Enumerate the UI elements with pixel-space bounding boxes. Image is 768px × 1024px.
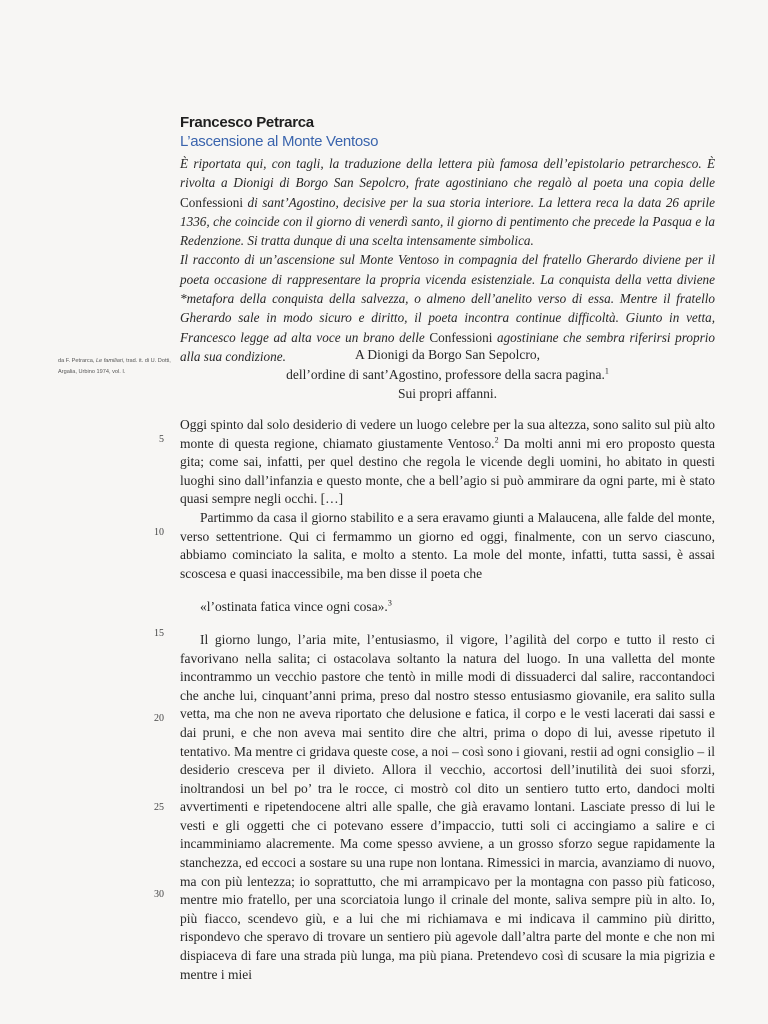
line-number: 15 <box>154 628 164 639</box>
footnote-marker: 1 <box>604 366 609 375</box>
intro-text: di sant’Agostino, decisive per la sua storia interiore. La lettera reca la data 26 aprile 1336, che coincide con il giorno di venerdì santo, il giorno di pentimento che precede la Pasqua e la Redenzione. Si tratta dunque di una scelta intensamente simbolica. <box>180 194 715 249</box>
citation-suffix: , trad. it. di U. Dotti, Argalia, Urbino 1974, vol. I. <box>58 358 171 375</box>
footnote-marker: 3 <box>387 598 392 608</box>
body-paragraph: Il giorno lungo, l’aria mite, l’entusiasmo, il vigore, l’agilità del corpo e tutto il resto ci favorivano nella salita; ci ostacolava soltanto la natura del luogo. In una valletta del monte incontrammo un vecchio pastore che tentò in mille modi di dissuaderci dal salire, raccontandoci che anche lui, cinquant’anni prima, preso dal nostro stesso entusiasmo giovanile, era salito sulla vetta, ma che non ne aveva riportato che delusione e fatica, il corpo e le vesti lacerati dai sassi e dai pruni, e che non aveva mai sentito dire che altri, prima o dopo di lui, avesse ripetuto il tentativo. Ma mentre ci gridava queste cose, a noi – così sono i giovani, restii ad ogni consiglio – il desiderio cresceva per il divieto. Allora il vecchio, accortosi dell’inutilità dei suoi sforzi, inoltrandosi un bel po’ tra le rocce, ci mostrò col dito un sentiero tutto erto, dandoci molti avvertimenti e ripetendocene altri alle spalle, che già eravamo lontani. Lasciate presso di lui le vesti e gli oggetti che ci potevano essere d’impaccio, tutti soli ci accingiamo a salire e ci incamminiamo alacremente. Ma come spesso avviene, a un grosso sforzo segue rapidamente la stanchezza, ed eccoci a sostare su una rupe non lontana. Rimessici in marcia, avanziamo di nuovo, ma con più lentezza; io soprattutto, che mi arrampicavo per la montagna con passo più faticoso, mentre mio fratello, per una scorciatoia lungo il crinale del monte, saliva sempre più in alto. Io, più fiacco, scendevo giù, e a lui che mi richiamava e mi indicava il cammino più diritto, rispondevo che speravo di trovare un sentiero più agevole dall’altra parte del monte e che non mi dispiaceva di fare una strada più lunga, ma più piana. Pretendevo così di scusare la mia pigrizia e mentre i miei <box>180 631 715 982</box>
source-citation <box>58 356 173 377</box>
introduction <box>180 154 715 366</box>
line-number: 25 <box>154 802 164 813</box>
intro-work-reference: Confessioni <box>429 329 493 345</box>
line-number: 5 <box>159 434 164 445</box>
author-name: Francesco Petrarca <box>180 114 314 131</box>
body-paragraph: Partimmo da casa il giorno stabilito e a sera eravamo giunti a Malaucena, alle falde del monte, verso settentrione. Qui ci fermammo un giorno ed oggi, finalmente, con un servo ciascuno, abbiamo cominciato la salita, e molto a stento. La mole del monte, infatti, tutta sassi, è assai scoscesa e quasi inaccessibile, ma ben disse il poeta che <box>180 509 715 581</box>
dedication-line <box>180 365 715 385</box>
intro-text: Il racconto di un’ascensione sul Monte Ventoso in compagnia del fratello Gherardo diviene per il poeta occasione di rappresentare la propria vicenda esistenziale. La conquista della vetta diviene *metafora della conquista della salvezza, o almeno dell’anelito verso di essa. Mentre il fratello Gherardo sale in modo sicuro e diritto, il poeta incontra continue difficoltà. Giunto in vetta, Francesco legge ad alta voce un brano delle <box>180 252 715 345</box>
dedication-line: Sui propri affanni. <box>397 386 498 401</box>
line-number: 30 <box>154 889 164 900</box>
line-number: 10 <box>154 527 164 538</box>
dedication-text: dell’ordine di sant’Agostino, professore della sacra pagina. <box>286 366 605 382</box>
footnote-marker: 2 <box>494 435 499 445</box>
citation-work: Le familiari <box>95 358 123 364</box>
intro-text: agostiniane che sembra riferirsi proprio alla sua condizione. <box>180 329 715 364</box>
intro-text: È riportata qui, con tagli, la traduzione della lettera più famosa dell’epistolario petrarchesco. È rivolta a Dionigi di Borgo San Sepolcro, frate agostiniano che regalò al poeta una copia delle <box>180 156 715 191</box>
body-paragraph <box>180 416 715 509</box>
work-title: L’ascensione al Monte Ventoso <box>180 133 379 150</box>
letter-body <box>180 416 715 984</box>
quote-text: «l’ostinata fatica vince ogni cosa». <box>200 599 388 615</box>
body-text: Oggi spinto dal solo desiderio di vedere un luogo celebre per la sua altezza, sono salito sul più alto monte di questa regione, chiamato giustamente Ventoso. <box>180 417 715 451</box>
dedication-line: A Dionigi da Borgo San Sepolcro, <box>355 347 540 362</box>
intro-work-reference: Confessioni <box>180 194 244 210</box>
header <box>180 113 720 151</box>
line-number: 20 <box>154 713 164 724</box>
body-text: Da molti anni mi ero proposto questa gita; come sai, infatti, per quel destino che regola le vicende degli uomini, ho abitato in questi luoghi sino dall’infanzia e questo monte, che a bell’agio si può ammirare da ogni parte, mi è stato quasi sempre negli occhi. […] <box>180 435 716 507</box>
dedication <box>180 345 715 404</box>
virgil-quote <box>180 598 715 617</box>
intro-paragraph <box>180 154 715 250</box>
citation-prefix: da F. Petrarca, <box>58 358 96 364</box>
